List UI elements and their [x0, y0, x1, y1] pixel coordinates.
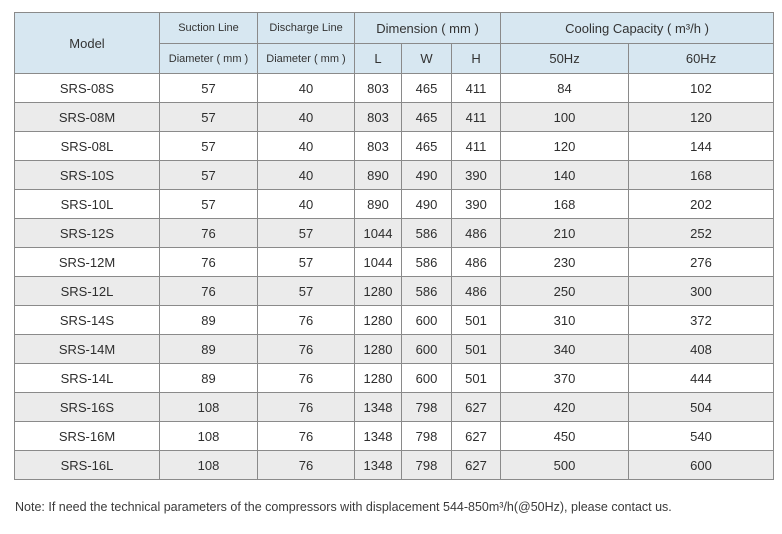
- cell-dim-h: 486: [452, 219, 501, 248]
- cell-dim-w: 798: [402, 422, 452, 451]
- cell-model: SRS-16S: [15, 393, 160, 422]
- table-body: [15, 74, 774, 480]
- table-row: [15, 248, 774, 277]
- cell-capacity-60hz: 444: [629, 364, 774, 393]
- table-row: [15, 103, 774, 132]
- cell-suction-diameter: 89: [160, 335, 258, 364]
- cell-suction-diameter: 57: [160, 190, 258, 219]
- cell-capacity-60hz: 168: [629, 161, 774, 190]
- cell-discharge-diameter: 40: [258, 132, 355, 161]
- cell-dim-l: 1348: [355, 393, 402, 422]
- cell-model: SRS-14M: [15, 335, 160, 364]
- table-row: [15, 190, 774, 219]
- cell-discharge-diameter: 76: [258, 306, 355, 335]
- cell-dim-w: 586: [402, 248, 452, 277]
- cell-capacity-50hz: 340: [501, 335, 629, 364]
- cell-dim-h: 486: [452, 248, 501, 277]
- cell-dim-w: 490: [402, 161, 452, 190]
- cell-dim-w: 798: [402, 393, 452, 422]
- cell-dim-l: 803: [355, 74, 402, 103]
- cell-dim-w: 600: [402, 364, 452, 393]
- cell-capacity-50hz: 450: [501, 422, 629, 451]
- header-dim-w: W: [402, 44, 452, 74]
- cell-discharge-diameter: 57: [258, 219, 355, 248]
- table-row: [15, 277, 774, 306]
- header-dimension: Dimension ( mm ): [355, 13, 501, 44]
- cell-discharge-diameter: 40: [258, 190, 355, 219]
- header-suction-diameter: Diameter ( mm ): [160, 44, 258, 74]
- header-cooling-capacity: Cooling Capacity ( m³/h ): [501, 13, 774, 44]
- cell-dim-l: 1044: [355, 248, 402, 277]
- cell-dim-h: 411: [452, 132, 501, 161]
- cell-suction-diameter: 108: [160, 422, 258, 451]
- cell-discharge-diameter: 40: [258, 161, 355, 190]
- cell-capacity-60hz: 540: [629, 422, 774, 451]
- cell-suction-diameter: 108: [160, 451, 258, 480]
- header-discharge-diameter: Diameter ( mm ): [258, 44, 355, 74]
- table-row: [15, 451, 774, 480]
- cell-dim-l: 803: [355, 103, 402, 132]
- cell-dim-l: 803: [355, 132, 402, 161]
- cell-dim-l: 1280: [355, 335, 402, 364]
- cell-discharge-diameter: 40: [258, 103, 355, 132]
- table-row: [15, 364, 774, 393]
- cell-suction-diameter: 57: [160, 132, 258, 161]
- cell-capacity-60hz: 202: [629, 190, 774, 219]
- cell-capacity-50hz: 100: [501, 103, 629, 132]
- cell-dim-l: 1280: [355, 364, 402, 393]
- cell-suction-diameter: 108: [160, 393, 258, 422]
- header-capacity-50hz: 50Hz: [501, 44, 629, 74]
- cell-model: SRS-14S: [15, 306, 160, 335]
- cell-dim-h: 411: [452, 103, 501, 132]
- cell-dim-l: 1044: [355, 219, 402, 248]
- cell-dim-w: 600: [402, 306, 452, 335]
- cell-dim-w: 465: [402, 74, 452, 103]
- cell-suction-diameter: 76: [160, 219, 258, 248]
- cell-model: SRS-10L: [15, 190, 160, 219]
- cell-dim-l: 1348: [355, 422, 402, 451]
- cell-suction-diameter: 76: [160, 248, 258, 277]
- cell-discharge-diameter: 57: [258, 277, 355, 306]
- cell-dim-l: 890: [355, 190, 402, 219]
- cell-dim-h: 501: [452, 306, 501, 335]
- header-dim-h: H: [452, 44, 501, 74]
- cell-capacity-60hz: 300: [629, 277, 774, 306]
- cell-capacity-50hz: 168: [501, 190, 629, 219]
- cell-model: SRS-12L: [15, 277, 160, 306]
- cell-model: SRS-16M: [15, 422, 160, 451]
- cell-dim-l: 1280: [355, 277, 402, 306]
- cell-model: SRS-14L: [15, 364, 160, 393]
- cell-dim-w: 465: [402, 132, 452, 161]
- table-row: [15, 219, 774, 248]
- header-dim-l: L: [355, 44, 402, 74]
- table-row: [15, 161, 774, 190]
- cell-capacity-60hz: 372: [629, 306, 774, 335]
- cell-discharge-diameter: 76: [258, 364, 355, 393]
- cell-dim-h: 627: [452, 393, 501, 422]
- cell-dim-w: 490: [402, 190, 452, 219]
- cell-model: SRS-12M: [15, 248, 160, 277]
- cell-discharge-diameter: 76: [258, 335, 355, 364]
- table-row: [15, 306, 774, 335]
- cell-dim-l: 1280: [355, 306, 402, 335]
- cell-dim-w: 586: [402, 219, 452, 248]
- cell-capacity-60hz: 102: [629, 74, 774, 103]
- cell-capacity-60hz: 276: [629, 248, 774, 277]
- table-row: [15, 74, 774, 103]
- cell-capacity-50hz: 120: [501, 132, 629, 161]
- table-row: [15, 132, 774, 161]
- cell-dim-w: 600: [402, 335, 452, 364]
- cell-suction-diameter: 57: [160, 161, 258, 190]
- cell-discharge-diameter: 76: [258, 451, 355, 480]
- cell-capacity-50hz: 500: [501, 451, 629, 480]
- cell-capacity-60hz: 600: [629, 451, 774, 480]
- compressor-spec-table: [14, 12, 774, 480]
- cell-capacity-50hz: 210: [501, 219, 629, 248]
- cell-capacity-50hz: 370: [501, 364, 629, 393]
- cell-capacity-50hz: 140: [501, 161, 629, 190]
- header-row-top: [15, 13, 774, 44]
- cell-capacity-50hz: 230: [501, 248, 629, 277]
- cell-dim-w: 586: [402, 277, 452, 306]
- cell-discharge-diameter: 76: [258, 422, 355, 451]
- table-row: [15, 335, 774, 364]
- cell-suction-diameter: 89: [160, 364, 258, 393]
- header-capacity-60hz: 60Hz: [629, 44, 774, 74]
- cell-dim-h: 627: [452, 422, 501, 451]
- cell-capacity-50hz: 310: [501, 306, 629, 335]
- cell-model: SRS-16L: [15, 451, 160, 480]
- cell-suction-diameter: 57: [160, 74, 258, 103]
- table-header: [15, 13, 774, 74]
- cell-model: SRS-08M: [15, 103, 160, 132]
- cell-capacity-60hz: 120: [629, 103, 774, 132]
- cell-capacity-60hz: 252: [629, 219, 774, 248]
- cell-suction-diameter: 76: [160, 277, 258, 306]
- cell-capacity-50hz: 84: [501, 74, 629, 103]
- cell-discharge-diameter: 40: [258, 74, 355, 103]
- cell-capacity-60hz: 504: [629, 393, 774, 422]
- cell-dim-h: 390: [452, 161, 501, 190]
- cell-model: SRS-10S: [15, 161, 160, 190]
- cell-capacity-60hz: 144: [629, 132, 774, 161]
- cell-model: SRS-12S: [15, 219, 160, 248]
- cell-model: SRS-08S: [15, 74, 160, 103]
- cell-suction-diameter: 57: [160, 103, 258, 132]
- cell-dim-h: 390: [452, 190, 501, 219]
- table-row: [15, 422, 774, 451]
- cell-dim-l: 1348: [355, 451, 402, 480]
- cell-discharge-diameter: 57: [258, 248, 355, 277]
- cell-dim-w: 465: [402, 103, 452, 132]
- table-row: [15, 393, 774, 422]
- cell-dim-l: 890: [355, 161, 402, 190]
- header-suction-line: Suction Line: [160, 13, 258, 44]
- cell-model: SRS-08L: [15, 132, 160, 161]
- cell-dim-h: 627: [452, 451, 501, 480]
- cell-capacity-50hz: 250: [501, 277, 629, 306]
- header-model: Model: [15, 13, 160, 74]
- footnote: Note: If need the technical parameters of the compressors with displacement 544-850m³/h(@50Hz), please contact us.: [15, 500, 672, 514]
- cell-capacity-50hz: 420: [501, 393, 629, 422]
- header-discharge-line: Discharge Line: [258, 13, 355, 44]
- cell-dim-h: 501: [452, 335, 501, 364]
- cell-dim-h: 486: [452, 277, 501, 306]
- cell-dim-w: 798: [402, 451, 452, 480]
- cell-suction-diameter: 89: [160, 306, 258, 335]
- cell-capacity-60hz: 408: [629, 335, 774, 364]
- cell-dim-h: 411: [452, 74, 501, 103]
- cell-discharge-diameter: 76: [258, 393, 355, 422]
- cell-dim-h: 501: [452, 364, 501, 393]
